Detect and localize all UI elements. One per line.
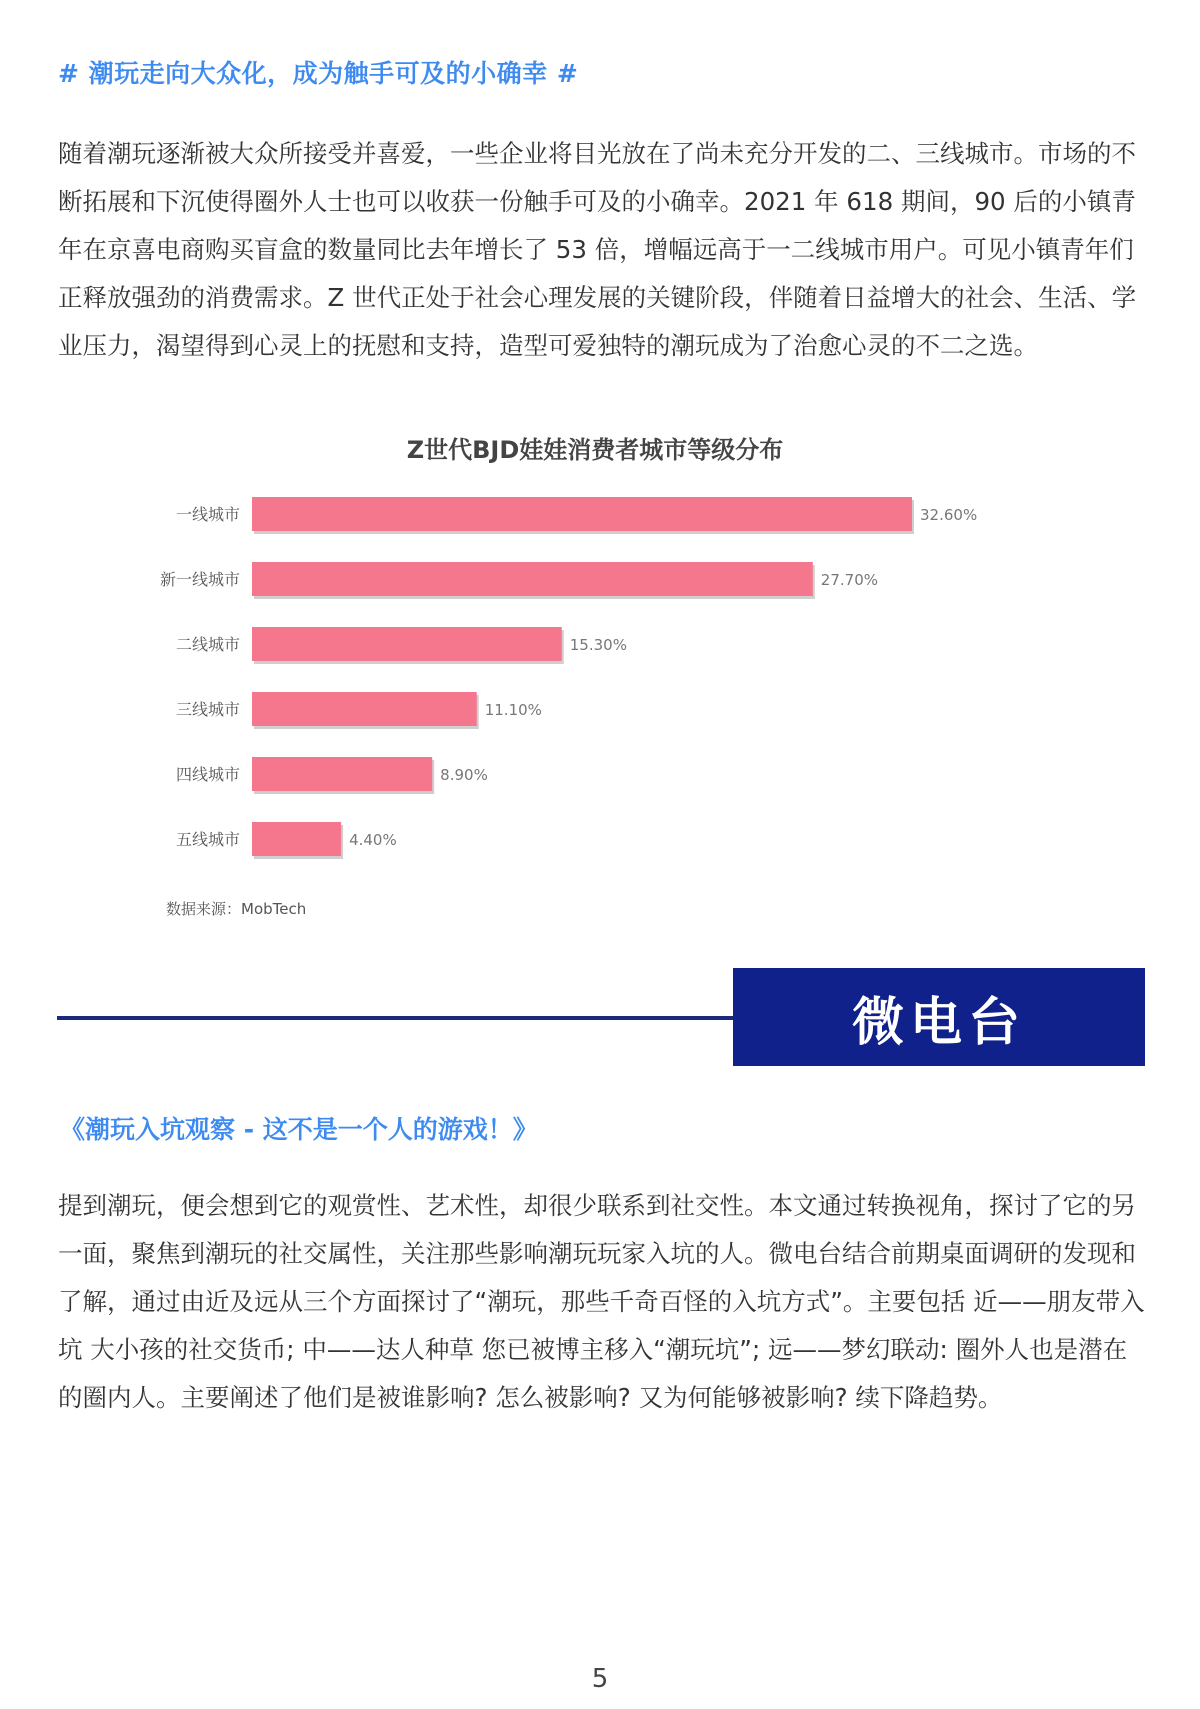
bar-1 (252, 562, 813, 596)
category-label: 新一线城市 (159, 570, 240, 589)
page-number: 5 (591, 1664, 609, 1694)
bar-5 (252, 822, 341, 856)
category-label: 五线城市 (175, 830, 240, 849)
banner-weidiantai: 微电台 (733, 968, 1145, 1066)
bar-chart (140, 425, 1080, 935)
bar-0 (252, 497, 912, 531)
article-title: 《潮玩入坑观察 - 这不是一个人的游戏！》 (60, 1115, 538, 1144)
category-label: 一线城市 (175, 505, 240, 524)
value-label: 8.90% (440, 766, 488, 784)
section-divider (57, 1016, 737, 1020)
bar-2 (252, 627, 562, 661)
value-label: 11.10% (484, 701, 542, 719)
category-label: 四线城市 (175, 765, 240, 784)
section-heading: # 潮玩走向大众化，成为触手可及的小确幸 # (58, 59, 579, 88)
value-label: 27.70% (820, 571, 879, 589)
chart-title: Z世代BJD娃娃消费者城市等级分布 (406, 436, 784, 464)
chart-source: 数据来源：MobTech (166, 900, 307, 918)
category-label: 二线城市 (175, 635, 240, 654)
value-label: 15.30% (569, 636, 627, 654)
chart-svg (140, 425, 1080, 935)
category-label: 三线城市 (175, 700, 240, 719)
value-label: 4.40% (349, 831, 397, 849)
body-paragraph-2: 提到潮玩，便会想到它的观赏性、艺术性，却很少联系到社交性。本文通过转换视角，探讨了它的另一面，聚焦到潮玩的社交属性，关注那些影响潮玩玩家入坑的人。微电台结合前期桌面调研的发现和了解，通过由近及远从三个方面探讨了“潮玩，那些千奇百怪的入坑方式”。主要包括 近——朋友带入坑 大小孩的社交货币; 中——达人种草 您已被博主移入“潮玩坑”; 远——梦幻联动: 圈外人也是潜在的圈内人。主要阐述了他们是被谁影响? 怎么被影响? 又为何能够被影响? 续下降趋势。 (58, 1191, 1145, 1412)
bar-4 (252, 757, 432, 791)
body-paragraph-1: 随着潮玩逐渐被大众所接受并喜爱，一些企业将目光放在了尚未充分开发的二、三线城市。市场的不断拓展和下沉使得圈外人士也可以收获一份触手可及的小确幸。2021 年 618 期间，90 后的小镇青年在京喜电商购买盲盒的数量同比去年增长了 53 倍，增幅远高于一二线城市用户。可见小镇青年们正释放强劲的消费需求。Z 世代正处于社会心理发展的关键阶段，伴随着日益增大的社会、生活、学业压力，渴望得到心灵上的抚慰和支持，造型可爱独特的潮玩成为了治愈心灵的不二之选。 (58, 139, 1137, 360)
bar-3 (252, 692, 477, 726)
value-label: 32.60% (920, 506, 978, 524)
